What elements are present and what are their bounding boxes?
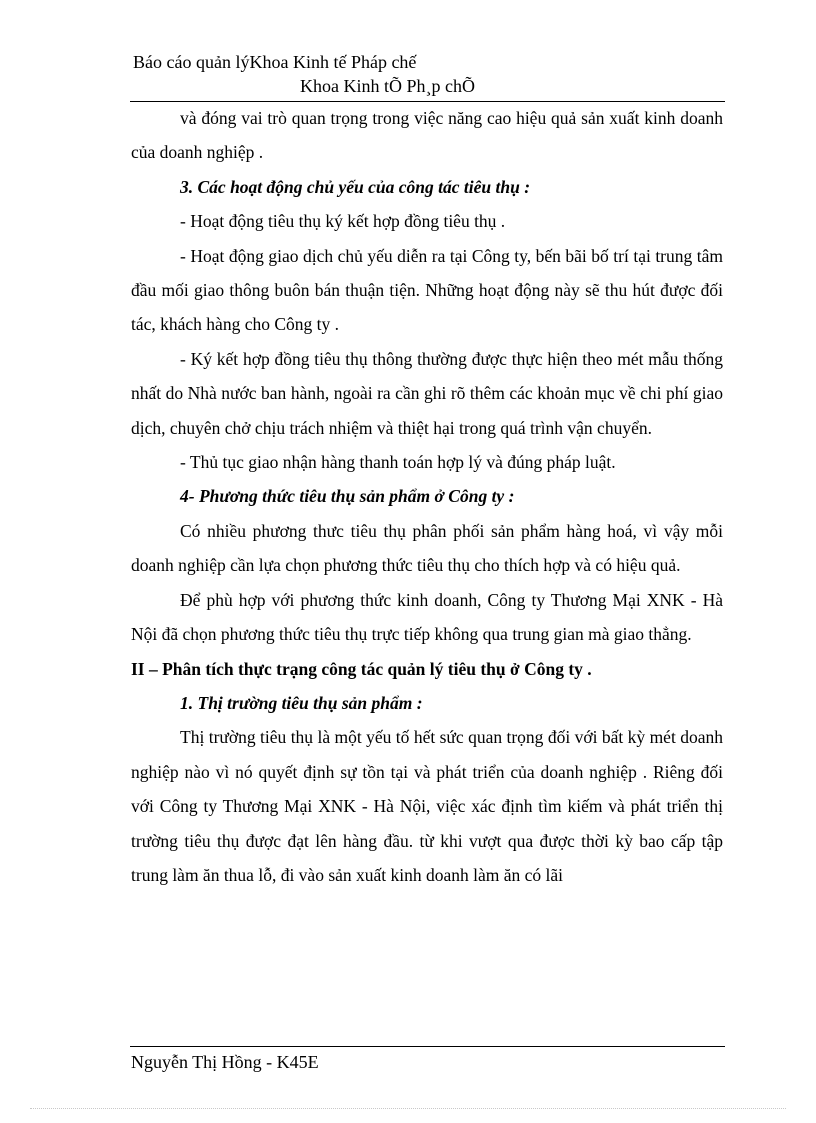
section-heading-1: 1. Thị trường tiêu thụ sản phẩm : <box>180 692 423 713</box>
bullet-paragraph: - Thủ tục giao nhận hàng thanh toán hợp lý và đúng pháp luật. <box>180 452 616 473</box>
body-paragraph: Thị trường tiêu thụ là một yếu tố hết sức quan trọng đối với bất kỳ mét doanh nghiệp nào vì nó quyết định sự tồn tại và phát triển của doanh nghiệp . Riêng đối với Công ty Thương Mại XNK - Hà Nội, việc xác định tìm kiếm và phát triển thị trường tiêu thụ được đạt lên hàng đầu. từ khi vượt qua được thời kỳ bao cấp tập trung làm ăn thua lỗ, đi vào sản xuất kinh doanh làm ăn có lãi <box>131 727 723 885</box>
paragraph-continuation: và đóng vai trò quan trọng trong việc năng cao hiệu quả sản xuất kinh doanh của doanh nghiệp . <box>131 108 723 163</box>
page-edge-divider <box>30 1108 786 1109</box>
bullet-paragraph: - Hoạt động tiêu thụ ký kết hợp đồng tiêu thụ . <box>180 211 506 232</box>
section-heading-3: 3. Các hoạt động chủ yếu của công tác tiêu thụ : <box>180 176 531 197</box>
chapter-heading-ii: II – Phân tích thực trạng công tác quản lý tiêu thụ ở Công ty . <box>131 658 592 679</box>
body-paragraph: Để phù hợp với phương thức kinh doanh, Công ty Thương Mại XNK - Hà Nội đã chọn phương thức tiêu thụ trực tiếp không qua trung gian mà giao thẳng. <box>131 589 723 645</box>
header-subtitle: Khoa Kinh tÕ Ph¸p chÕ <box>300 76 475 96</box>
document-body <box>131 101 723 892</box>
section-heading-4: 4- Phương thức tiêu thụ sản phẩm ở Công ty : <box>180 486 515 507</box>
footer-rule <box>130 1046 725 1047</box>
footer-author: Nguyễn Thị Hồng - K45E <box>131 1052 319 1072</box>
header-title: Báo cáo quản lýKhoa Kinh tế Pháp chế <box>133 52 417 72</box>
bullet-paragraph: - Hoạt động giao dịch chủ yếu diễn ra tại Công ty, bến bãi bố trí tại trung tâm đầu mối giao thông buôn bán thuận tiện. Những hoạt động này sẽ thu hút được đối tác, khách hàng cho Công ty . <box>131 245 723 335</box>
bullet-paragraph: - Ký kết hợp đồng tiêu thụ thông thường được thực hiện theo mét mẫu thống nhất do Nhà nước ban hành, ngoài ra cần ghi rõ thêm các khoản mục về chi phí giao dịch, chuyên chở chịu trách nhiệm và thiệt hại trong quá trình vận chuyển. <box>131 348 723 438</box>
body-paragraph: Có nhiều phương thưc tiêu thụ phân phối sản phẩm hàng hoá, vì vậy mỗi doanh nghiệp cần lựa chọn phương thức tiêu thụ cho thích hợp và có hiệu quả. <box>131 520 723 576</box>
